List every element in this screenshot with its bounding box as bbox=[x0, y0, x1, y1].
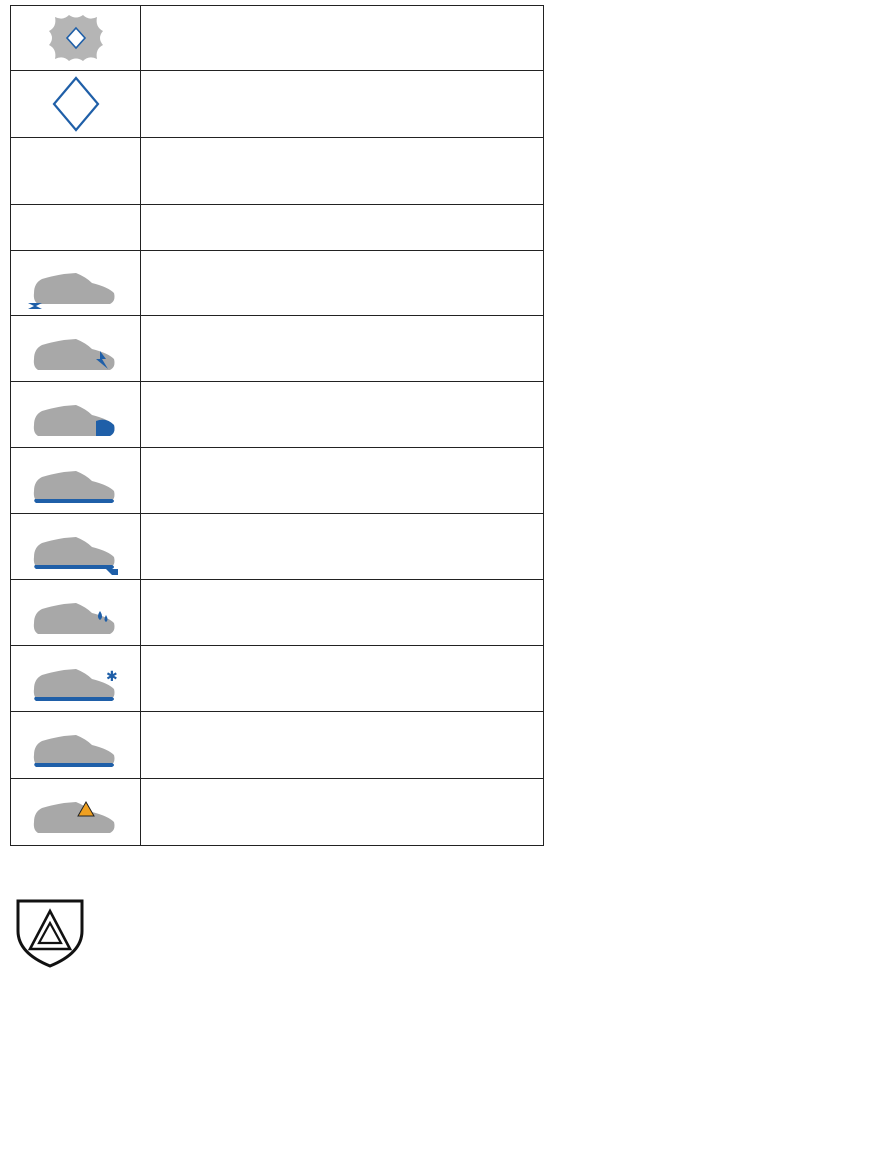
table-row bbox=[11, 6, 544, 71]
function-meaning bbox=[141, 251, 544, 316]
function-meaning bbox=[141, 448, 544, 514]
table-row bbox=[11, 646, 544, 712]
shoe-silhouette bbox=[33, 603, 114, 634]
function-meaning bbox=[141, 580, 544, 646]
diamond-icon bbox=[11, 71, 141, 138]
table-row bbox=[11, 448, 544, 514]
electric-insulation-logo-icon bbox=[10, 897, 90, 973]
function-meaning bbox=[141, 382, 544, 448]
table-row bbox=[11, 382, 544, 448]
header-meaning bbox=[141, 205, 544, 251]
leather-coated-icon bbox=[11, 6, 141, 71]
shoe-heel-absorption-icon bbox=[11, 251, 141, 316]
shoe-penetration-icon bbox=[11, 448, 141, 514]
shoe-esd-icon bbox=[11, 779, 141, 846]
table-row bbox=[11, 138, 544, 205]
function-meaning bbox=[141, 646, 544, 712]
toecap-mark bbox=[96, 419, 115, 435]
shoe-silhouette bbox=[33, 273, 114, 304]
shoe-heat-resistant-icon bbox=[11, 712, 141, 779]
shoe-silhouette bbox=[33, 802, 114, 833]
shoe-cold-insulation-icon bbox=[11, 646, 141, 712]
sole-mark bbox=[34, 697, 114, 701]
textile-icon bbox=[11, 138, 141, 205]
symbols-table bbox=[10, 5, 544, 846]
table-row bbox=[11, 580, 544, 646]
header-protective-function bbox=[11, 205, 141, 251]
table-row bbox=[11, 779, 544, 846]
oil-drop-mark bbox=[106, 569, 118, 575]
material-label bbox=[141, 6, 544, 71]
function-meaning bbox=[141, 514, 544, 580]
function-meaning bbox=[141, 779, 544, 846]
sole-mark bbox=[34, 565, 114, 569]
function-meaning bbox=[141, 712, 544, 779]
material-label bbox=[141, 138, 544, 205]
snowflake-mark: ✱ bbox=[105, 668, 118, 685]
table-row bbox=[11, 71, 544, 138]
table-row bbox=[11, 712, 544, 779]
table-header-row bbox=[11, 205, 544, 251]
table-row bbox=[11, 514, 544, 580]
table-row bbox=[11, 251, 544, 316]
sole-mark bbox=[34, 499, 114, 503]
shoe-antistatic-icon bbox=[11, 316, 141, 382]
function-meaning bbox=[141, 316, 544, 382]
sole-mark bbox=[34, 763, 114, 767]
shoe-water-resistant-icon bbox=[11, 580, 141, 646]
shoe-silhouette bbox=[33, 537, 114, 568]
shoe-silhouette bbox=[33, 735, 114, 766]
shoe-toecap-icon bbox=[11, 382, 141, 448]
shoe-silhouette bbox=[33, 471, 114, 502]
shoe-oil-resistant-icon bbox=[11, 514, 141, 580]
table-row bbox=[11, 316, 544, 382]
material-label bbox=[141, 71, 544, 138]
heel-absorption-mark bbox=[28, 303, 42, 309]
shoe-silhouette bbox=[33, 669, 114, 700]
